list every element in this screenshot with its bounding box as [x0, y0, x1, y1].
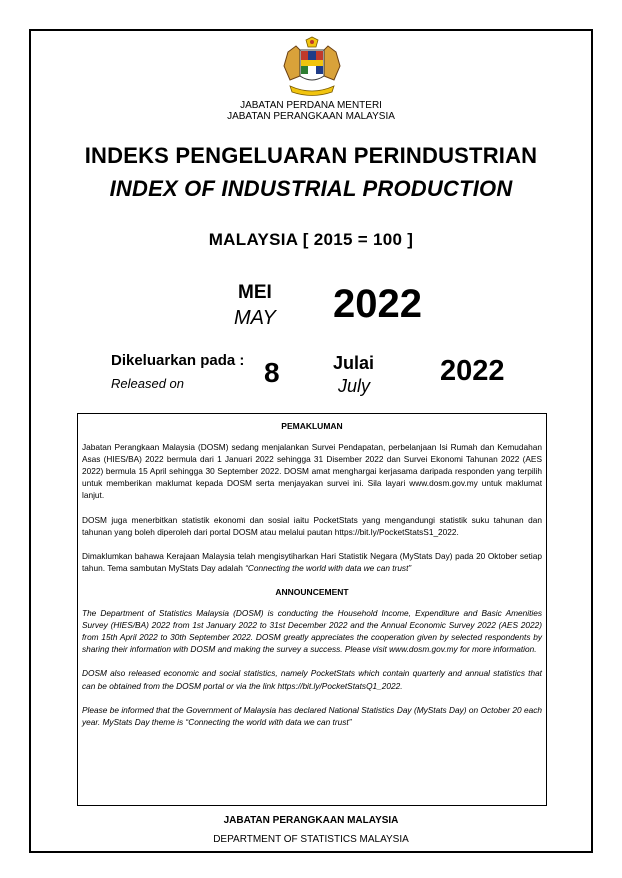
reference-month-malay: MEI	[238, 282, 272, 303]
ministry-line: JABATAN PERDANA MENTERI	[240, 100, 382, 111]
release-day: 8	[264, 357, 280, 388]
release-year: 2022	[440, 355, 505, 387]
notice-heading-english: ANNOUNCEMENT	[275, 586, 349, 597]
announcement-paragraph: The Department of Statistics Malaysia (DOSM) is conducting the Household Income, Expenditure and Basic Amenities Survey (HIES/BA) 2022 from 1st January 2022 to 31st December 2022 and the Annual Economic Survey 2022 (AES 2022) from 15th April 2022 to 30th September 2022. DOSM greatly appreciates the cooperation given by selected respondents by sharing their information with DOSM and making the survey a success. Please visit www.dosm.gov.my for more information.	[82, 608, 542, 655]
coat-of-arms-icon	[270, 36, 354, 98]
announcement-paragraph: Please be informed that the Government of Malaysia has declared National Statistics Day (MyStats Day) on October 20 each year. MyStats Day theme is “Connecting the world with data we can trust”	[82, 704, 542, 727]
notice-theme: “Connecting the world with data we can trust”	[245, 562, 412, 573]
notice-paragraph: Jabatan Perangkaan Malaysia (DOSM) sedang menjalankan Survei Pendapatan, perbelanjaan Isi Rumah dan Kemudahan Asas (HIES/BA) 2022 bermula dari 1 Januari 2022 sehingga 31 Disember 2022 dan Survei Ekonomi Tahunan 2022 (AES 2022) bermula 15 April sehingga 30 September 2022. DOSM amat menghargai kerjasama daripada responden yang terpilih untuk memberikan maklumat kepada DOSM serta menjayakan survei ini. Sila layari www.dosm.gov.my untuk maklumat lanjut.	[82, 442, 542, 501]
announcement-english	[82, 607, 542, 728]
notice-heading-malay: PEMAKLUMAN	[281, 421, 343, 431]
title-english: INDEX OF INDUSTRIAL PRODUCTION	[109, 176, 513, 201]
department-line: JABATAN PERANGKAAN MALAYSIA	[227, 111, 395, 122]
country-base-year: MALAYSIA [ 2015 = 100 ]	[208, 230, 414, 249]
release-month-malay: Julai	[333, 353, 375, 373]
footer-department-english: DEPARTMENT OF STATISTICS MALAYSIA	[213, 834, 409, 845]
notice-box	[77, 413, 547, 806]
release-month-english: July	[338, 376, 371, 396]
release-label-english: Released on	[111, 376, 184, 391]
notice-paragraph	[82, 550, 542, 574]
release-label-malay: Dikeluarkan pada :	[111, 352, 245, 369]
notice-text: Dimaklumkan bahawa Kerajaan Malaysia telah mengisytiharkan Hari Statistik Negara (MyStats Day) pada 20 Oktober setiap tahun. Tema sambutan MyStats Day adalah	[82, 550, 542, 573]
reference-year: 2022	[333, 282, 422, 326]
ministry-name	[0, 100, 622, 122]
notice-paragraph: DOSM juga menerbitkan statistik ekonomi dan sosial iaitu PocketStats yang mengandungi statistik suku tahunan dan tahunan yang boleh diperoleh dari portal DOSM atau melalui pautan https://bit.ly/PocketStatsS1_2022.	[82, 514, 542, 537]
announcement-paragraph: DOSM also released economic and social statistics, namely PocketStats which contain quarterly and annual statistics that can be obtained from the DOSM portal or via the link https://bit.ly/PocketStatsQ1_2022.	[82, 668, 542, 691]
title-malay: INDEKS PENGELUARAN PERINDUSTRIAN	[84, 143, 538, 168]
footer-department-malay: JABATAN PERANGKAAN MALAYSIA	[223, 815, 399, 826]
reference-month-english: MAY	[234, 307, 276, 329]
